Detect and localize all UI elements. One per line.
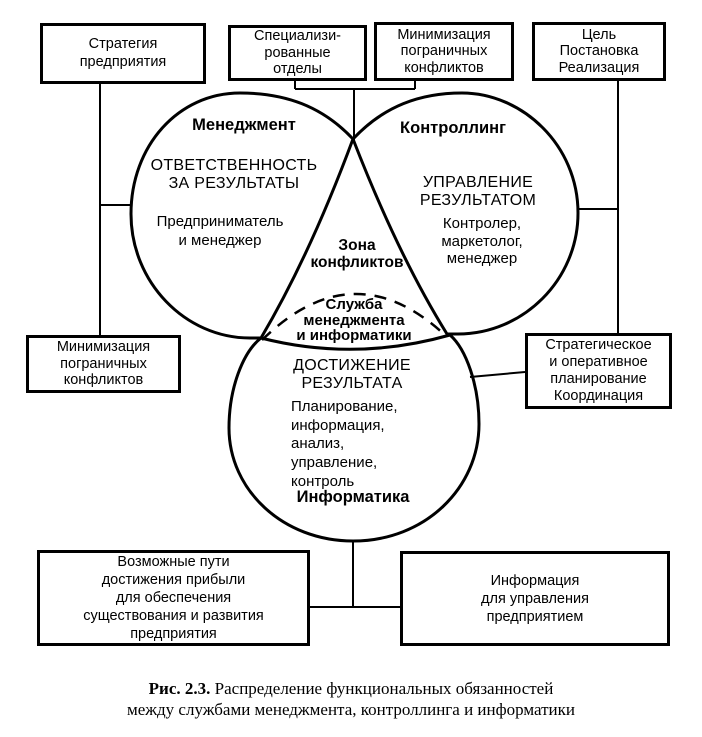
label-line: менеджер — [446, 250, 518, 267]
management-role-label — [128, 157, 340, 192]
caption-line-1 — [0, 678, 702, 699]
box-profit-paths — [37, 550, 310, 646]
box-line: предприятия — [79, 53, 167, 70]
label-line: конфликтов — [310, 253, 404, 271]
box-line: Цель — [581, 26, 617, 43]
box-minimize-conflicts-left — [26, 335, 181, 393]
box-line: Минимизация — [56, 339, 151, 356]
caption-line-2: между службами менеджмента, контроллинга и информатики — [126, 700, 576, 719]
caption-figure-label: Рис. 2.3. — [148, 679, 211, 698]
management-circle-title: Менеджмент — [192, 116, 296, 134]
label-line: Зона — [338, 237, 376, 254]
label-line: Предприниматель — [156, 213, 284, 230]
informatics-circle-title: Информатика — [296, 488, 410, 506]
controlling-role-label — [378, 174, 578, 209]
label-line: информация, — [291, 416, 385, 434]
box-line: для обеспечения — [115, 590, 232, 606]
box-line: рованные — [264, 44, 331, 61]
box-line: Реализация — [558, 59, 640, 76]
label-line: РЕЗУЛЬТАТА — [301, 374, 403, 392]
label-line: маркетолог, — [441, 232, 523, 250]
box-line: пограничных — [400, 43, 488, 60]
label-line: управление, — [291, 454, 378, 472]
box-line: Координация — [553, 388, 644, 404]
box-line: Информация — [490, 572, 580, 589]
label-line: анализ, — [291, 435, 345, 453]
box-line: достижения прибыли — [101, 572, 246, 588]
informatics-tasks-label — [291, 398, 461, 492]
box-line: конфликтов — [63, 372, 144, 389]
connector-top-bar — [295, 81, 415, 89]
box-line: предприятием — [486, 608, 584, 625]
box-line: отделы — [273, 61, 322, 78]
label-line: менеджмента — [303, 311, 405, 329]
box-line: планирование — [550, 371, 647, 387]
box-line: Постановка — [559, 43, 639, 60]
label-line: и менеджер — [178, 231, 262, 249]
box-line: Специализи- — [254, 28, 341, 45]
label-line: РЕЗУЛЬТАТОМ — [419, 191, 537, 209]
connector-mid-right — [470, 372, 525, 377]
box-line: существования и развития — [83, 608, 264, 624]
box-enterprise-strategy — [40, 23, 206, 84]
box-line: и оперативное — [549, 354, 648, 370]
box-strategic-operative-planning — [525, 333, 672, 409]
label-line: ДОСТИЖЕНИЕ — [293, 357, 411, 374]
label-line: ЗА РЕЗУЛЬТАТЫ — [168, 174, 300, 192]
box-line: для управления — [481, 590, 589, 607]
label-line: и информатики — [296, 327, 412, 344]
label-line: ОТВЕТСТВЕННОСТЬ — [150, 157, 318, 174]
informatics-role-label — [252, 357, 452, 392]
caption-line-1-text: Распределение функциональных обязанностей — [214, 679, 554, 698]
box-line: пограничных — [60, 355, 147, 372]
controlling-circle-title: Контроллинг — [400, 119, 506, 137]
box-line: конфликтов — [404, 59, 484, 76]
box-goal-setting-realization — [532, 22, 666, 81]
label-line: УПРАВЛЕНИЕ — [422, 174, 534, 191]
box-line: предприятия — [130, 626, 217, 642]
box-line: Минимизация — [397, 26, 491, 43]
conflict-zone-label — [277, 238, 437, 271]
box-management-information — [400, 551, 670, 646]
label-line: Контролер, — [442, 215, 522, 232]
box-minimize-conflicts-top — [374, 22, 514, 81]
label-line: контроль — [291, 472, 355, 490]
box-line: Стратегическое — [545, 337, 652, 353]
box-line: Стратегия — [88, 36, 158, 52]
service-label — [254, 297, 454, 344]
label-line: Планирование, — [291, 398, 398, 415]
label-line: Служба — [325, 296, 383, 313]
box-line: Возможные пути — [117, 554, 230, 570]
box-specialized-departments — [228, 25, 367, 81]
figure-caption — [0, 678, 702, 720]
